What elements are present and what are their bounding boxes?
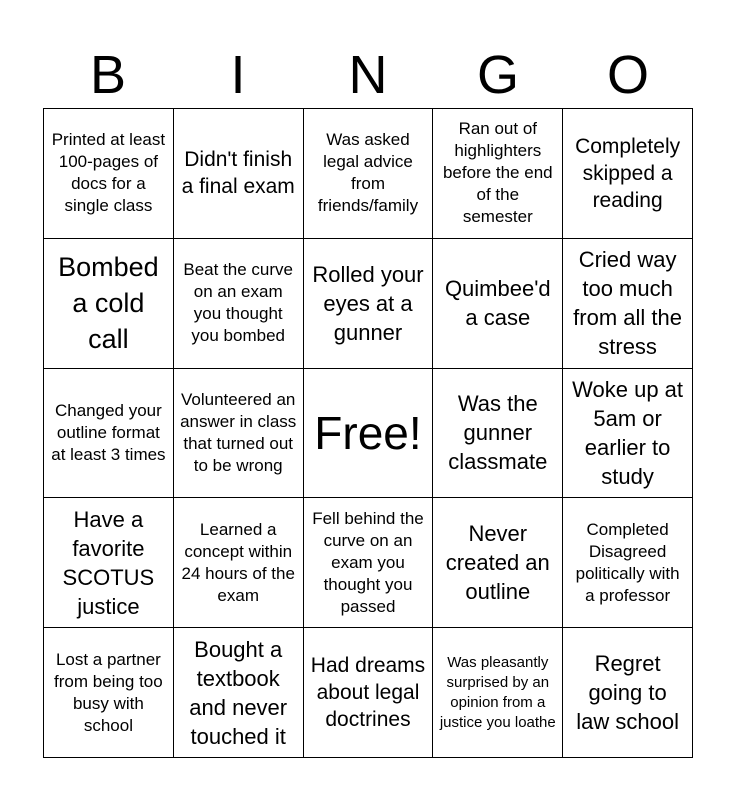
bingo-cell[interactable]: [174, 498, 304, 628]
cell-text: Have a favorite SCOTUS justice: [62, 506, 155, 619]
cell-text: Quimbee'd a case: [444, 276, 551, 331]
free-space-cell[interactable]: [304, 369, 434, 499]
bingo-cell[interactable]: [304, 498, 434, 628]
bingo-cell[interactable]: [563, 239, 693, 369]
bingo-cell[interactable]: [563, 109, 693, 239]
free-space-text: Free!: [314, 406, 422, 459]
cell-text: Volunteered an answer in class that turned out to be wrong: [180, 389, 297, 475]
bingo-cell[interactable]: [563, 628, 693, 758]
cell-text: Never created an outline: [445, 521, 550, 605]
bingo-cell[interactable]: [304, 239, 434, 369]
bingo-cell[interactable]: [304, 109, 434, 239]
bingo-cell[interactable]: [433, 369, 563, 499]
bingo-cell[interactable]: [563, 369, 693, 499]
bingo-cell[interactable]: [44, 109, 174, 239]
cell-text: Bombed a cold call: [58, 252, 159, 355]
cell-text: Was pleasantly surprised by an opinion from a justice you loathe: [439, 653, 556, 731]
bingo-header: [43, 44, 693, 106]
bingo-grid: [43, 108, 693, 758]
cell-text: Ran out of highlighters before the end of the semester: [442, 119, 553, 227]
cell-text: Cried way too much from all the stress: [573, 247, 682, 360]
cell-text: Beat the curve on an exam you thought you bombed: [183, 260, 293, 346]
header-letter-b: B: [89, 45, 127, 105]
cell-text: Woke up at 5am or earlier to study: [572, 376, 684, 489]
bingo-cell[interactable]: [433, 498, 563, 628]
header-letter-n: N: [348, 45, 388, 105]
header-letter-g: G: [476, 45, 519, 105]
bingo-cell[interactable]: [44, 628, 174, 758]
cell-text: Fell behind the curve on an exam you thought you passed: [312, 508, 424, 616]
bingo-cell[interactable]: [174, 369, 304, 499]
bingo-cell[interactable]: [44, 498, 174, 628]
cell-text: Changed your outline format at least 3 times: [51, 400, 166, 464]
bingo-cell[interactable]: [563, 498, 693, 628]
cell-text: Was asked legal advice from friends/family: [317, 130, 419, 216]
cell-text: Didn't finish a final exam: [181, 148, 295, 199]
cell-text: Bought a textbook and never touched it: [189, 636, 288, 749]
bingo-cell[interactable]: [174, 109, 304, 239]
bingo-cell[interactable]: [433, 109, 563, 239]
bingo-cell[interactable]: [174, 239, 304, 369]
cell-text: Lost a partner from being too busy with school: [54, 649, 163, 735]
bingo-cell[interactable]: [304, 628, 434, 758]
bingo-cell[interactable]: [433, 239, 563, 369]
bingo-cell[interactable]: [174, 628, 304, 758]
header-letter-o: O: [606, 45, 649, 105]
bingo-cell[interactable]: [44, 239, 174, 369]
cell-text: Regret going to law school: [576, 651, 679, 735]
cell-text: Rolled your eyes at a gunner: [312, 261, 424, 345]
cell-text: Had dreams about legal doctrines: [310, 654, 426, 732]
bingo-cell[interactable]: [44, 369, 174, 499]
cell-text: Printed at least 100-pages of docs for a single class: [51, 130, 166, 216]
cell-text: Completely skipped a reading: [575, 134, 681, 212]
cell-text: Was the gunner classmate: [448, 391, 548, 475]
cell-text: Learned a concept within 24 hours of the exam: [181, 519, 295, 605]
cell-text: Completed Disagreed politically with a professor: [575, 519, 680, 605]
bingo-cell[interactable]: [433, 628, 563, 758]
header-letter-i: I: [230, 45, 246, 105]
